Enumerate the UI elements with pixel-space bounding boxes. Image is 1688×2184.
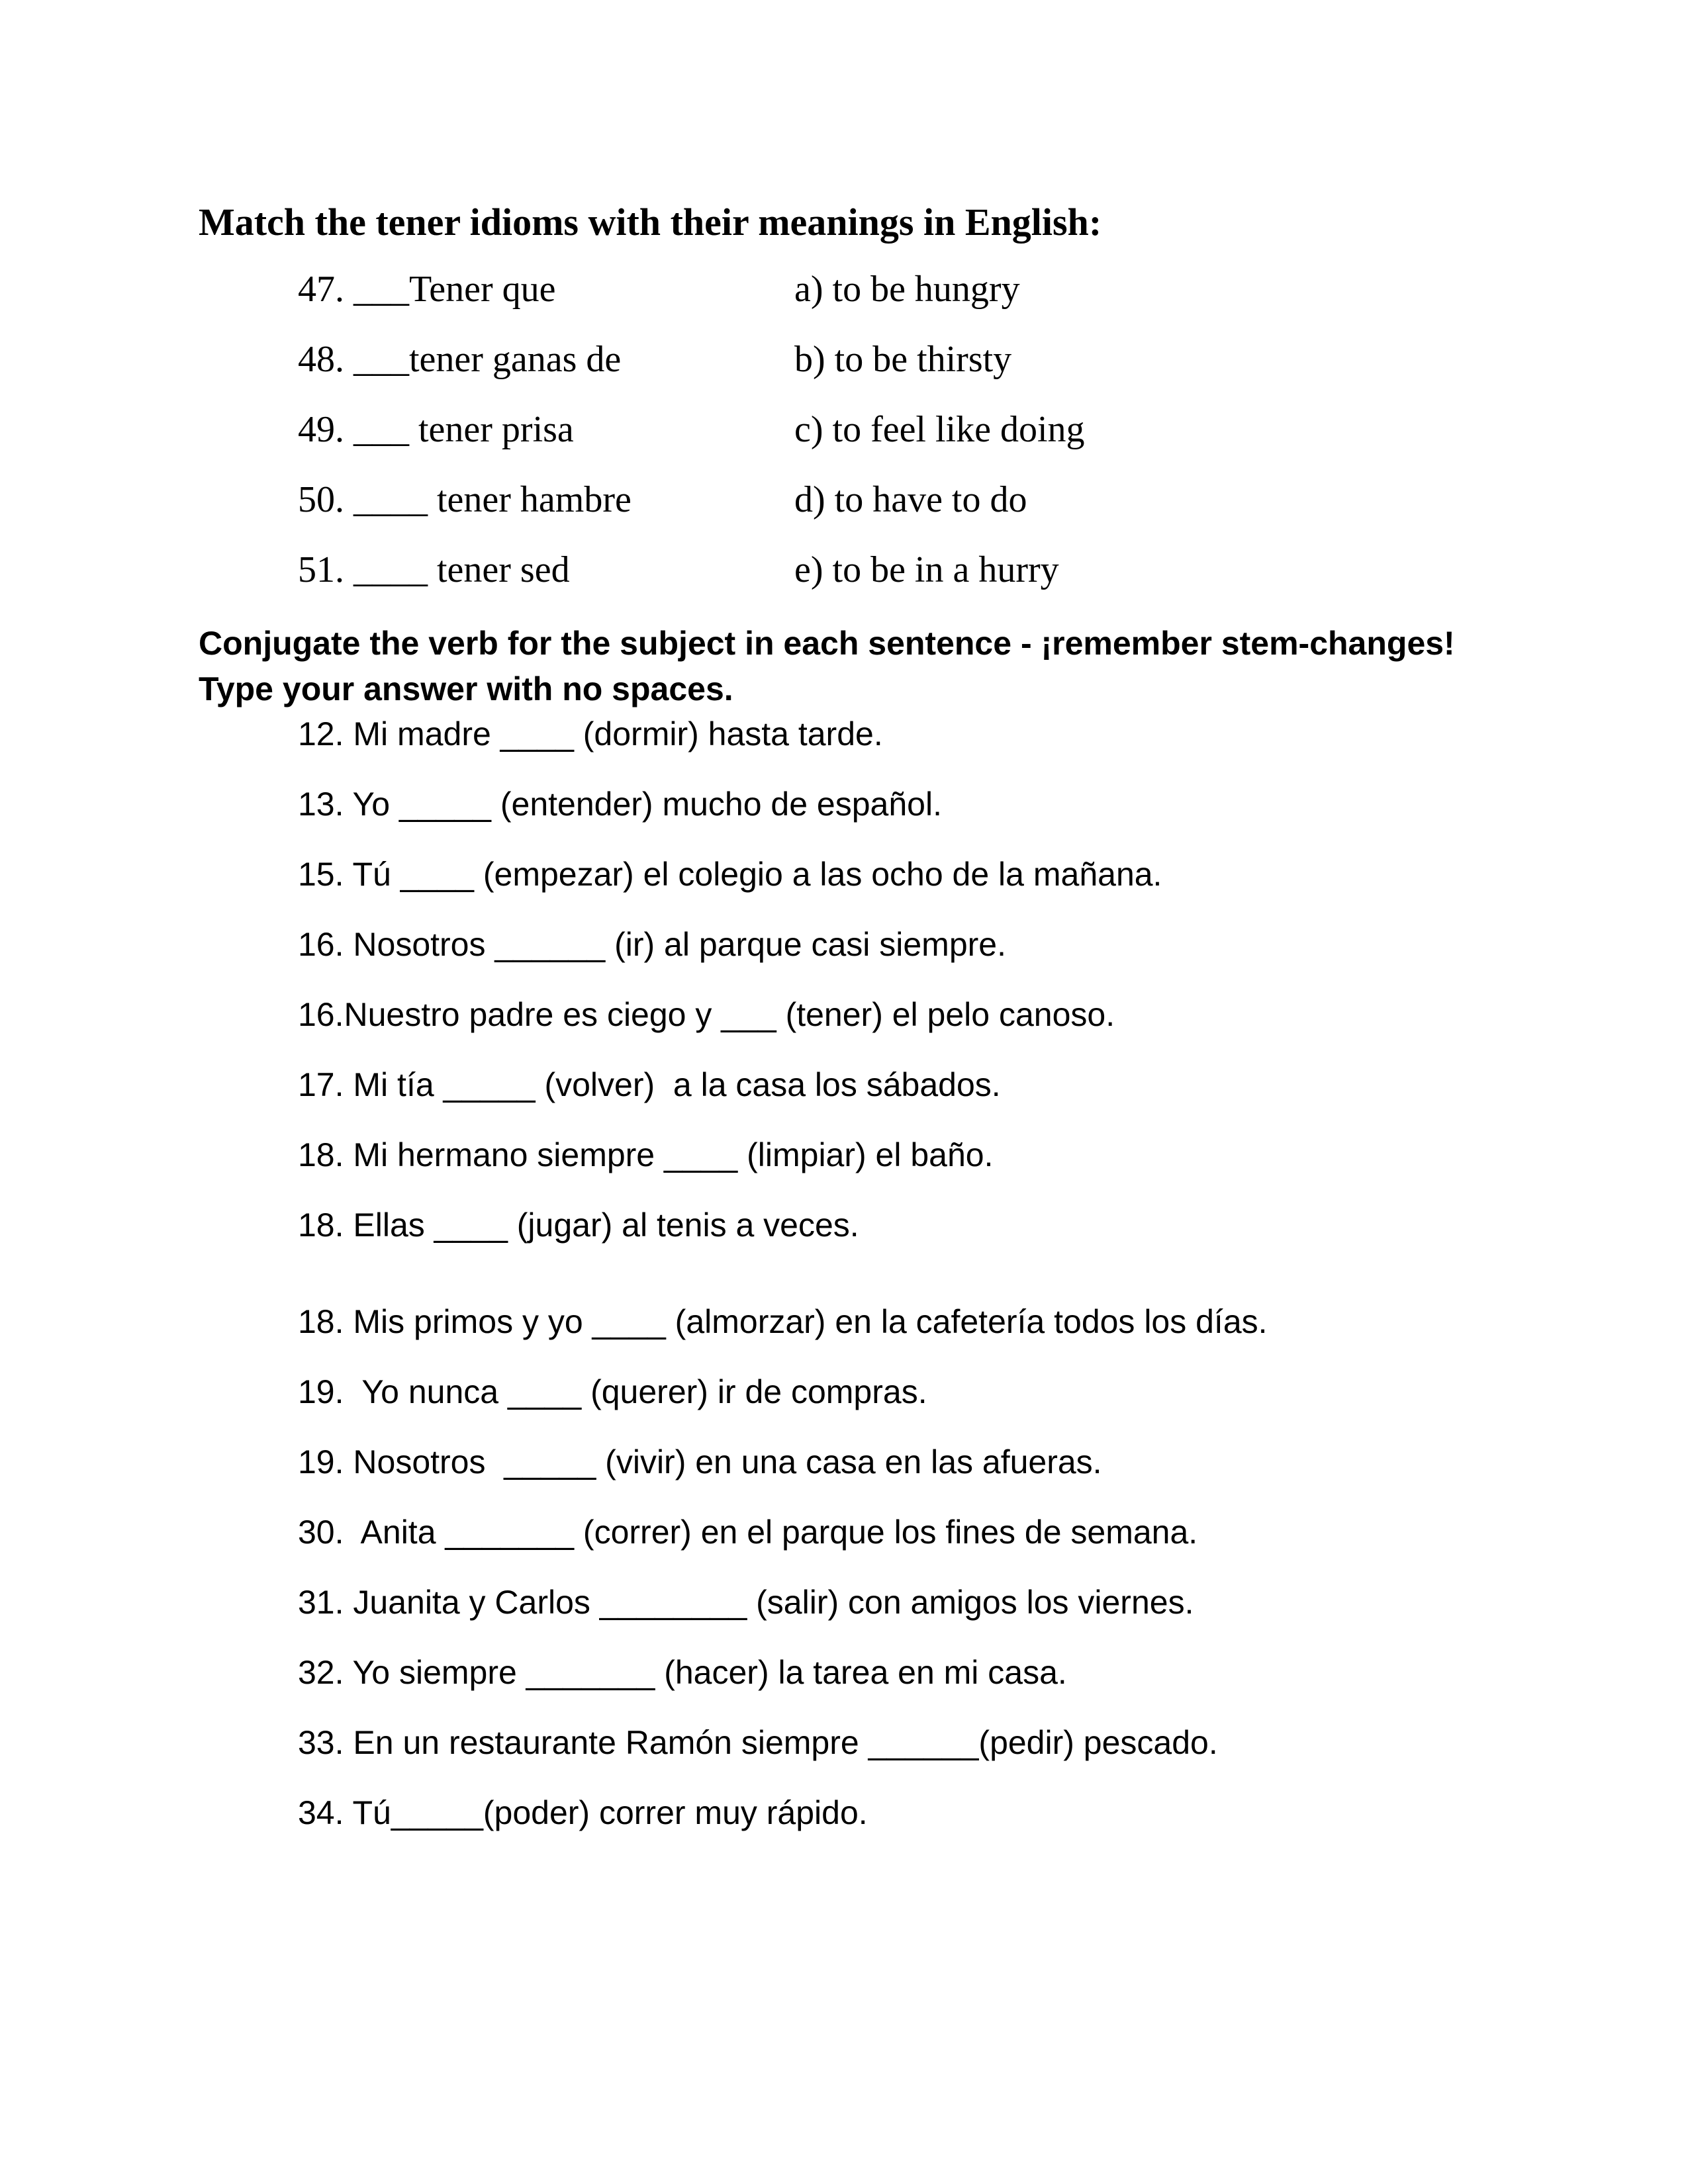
conjugation-item: 16. Nosotros ______ (ir) al parque casi siempre. [298, 926, 1006, 963]
conjugation-item: 19. Nosotros _____ (vivir) en una casa en las afueras. [298, 1443, 1102, 1480]
conjugation-heading-line-2: Type your answer with no spaces. [199, 670, 733, 707]
matching-option-c: c) to feel like doing [794, 409, 1085, 450]
matching-item-49: 49. ___ tener prisa [298, 409, 574, 450]
conjugation-item: 19. Yo nunca ____ (querer) ir de compras. [298, 1373, 927, 1410]
conjugation-item: 12. Mi madre ____ (dormir) hasta tarde. [298, 715, 883, 752]
conjugation-item: 31. Juanita y Carlos ________ (salir) con amigos los viernes. [298, 1584, 1194, 1621]
conjugation-item: 16.Nuestro padre es ciego y ___ (tener) el pelo canoso. [298, 996, 1115, 1033]
matching-item-47: 47. ___Tener que [298, 269, 556, 310]
conjugation-heading-line-1: Conjugate the verb for the subject in each sentence - ¡remember stem-changes! [199, 625, 1455, 662]
conjugation-item: 30. Anita _______ (correr) en el parque los fines de semana. [298, 1514, 1198, 1551]
matching-option-a: a) to be hungry [794, 269, 1020, 310]
matching-item-50: 50. ____ tener hambre [298, 479, 632, 520]
conjugation-item: 18. Ellas ____ (jugar) al tenis a veces. [298, 1206, 859, 1244]
conjugation-item: 33. En un restaurante Ramón siempre ______(pedir) pescado. [298, 1724, 1218, 1761]
conjugation-item: 18. Mis primos y yo ____ (almorzar) en la cafetería todos los días. [298, 1303, 1268, 1340]
matching-item-48: 48. ___tener ganas de [298, 339, 622, 380]
matching-option-b: b) to be thirsty [794, 339, 1012, 380]
conjugation-item: 32. Yo siempre _______ (hacer) la tarea en mi casa. [298, 1654, 1067, 1691]
matching-option-e: e) to be in a hurry [794, 549, 1059, 590]
matching-option-d: d) to have to do [794, 479, 1027, 520]
matching-heading: Match the tener idioms with their meanings in English: [199, 201, 1102, 244]
conjugation-item: 17. Mi tía _____ (volver) a la casa los sábados. [298, 1066, 1001, 1103]
matching-item-51: 51. ____ tener sed [298, 549, 570, 590]
conjugation-item: 34. Tú_____(poder) correr muy rápido. [298, 1794, 868, 1831]
conjugation-item: 13. Yo _____ (entender) mucho de español. [298, 786, 942, 823]
conjugation-item: 18. Mi hermano siempre ____ (limpiar) el baño. [298, 1136, 994, 1173]
conjugation-item: 15. Tú ____ (empezar) el colegio a las ocho de la mañana. [298, 856, 1162, 893]
